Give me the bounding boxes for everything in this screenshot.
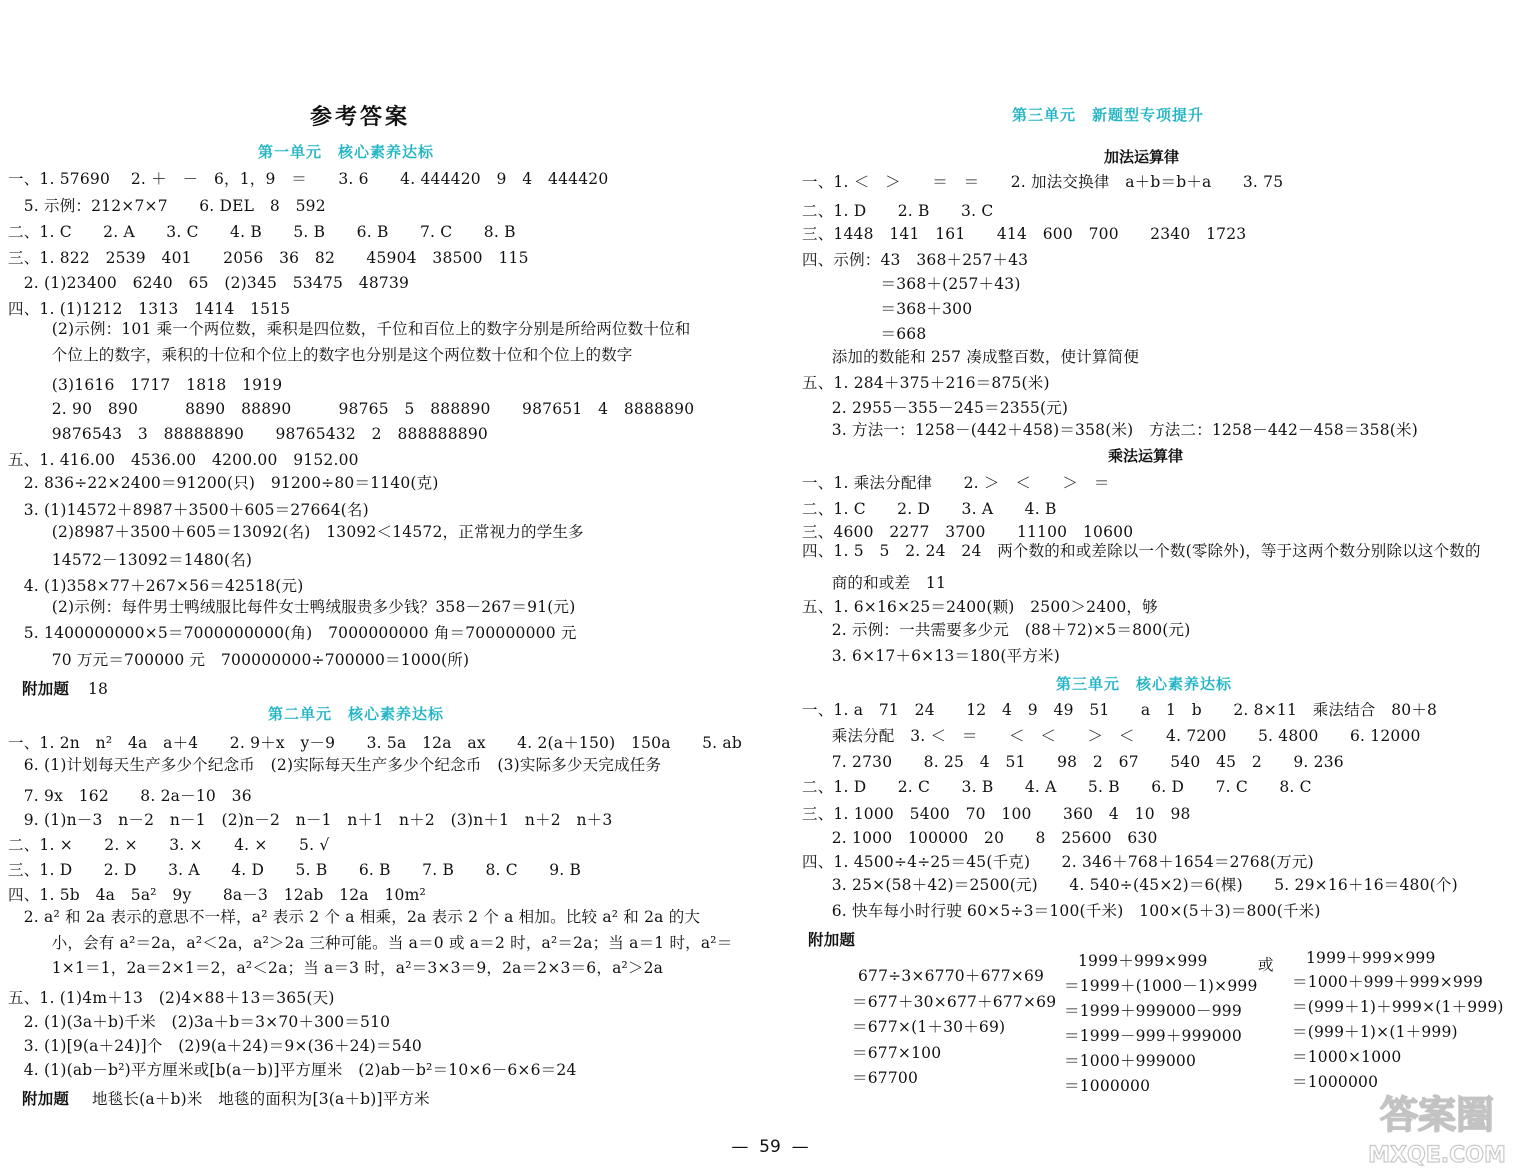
calc-step: ＝1000000 [1064,1077,1151,1095]
answer-line: ＝368＋300 [802,300,973,318]
watermark-text: 答案圈 [1379,1093,1495,1137]
answer-line: 4. (1)(ab－b²)平方厘米或[b(a－b)]平方厘米 (2)ab－b²＝10×6－6×6＝24 [8,1061,577,1079]
answer-line: 二、1. × 2. × 3. × 4. × 5. √ [8,836,330,854]
section-heading-unit2: 第二单元 核心素养达标 [268,705,445,723]
page-number: — 59 — [731,1137,809,1157]
answer-line: 四、1. 5 5 2. 24 24 两个数的和或差除以一个数(零除外)，等于这两个数分别除以这个数的 [802,542,1481,560]
answer-line: 2. a² 和 2a 表示的意思不一样，a² 表示 2 个 a 相乘，2a 表示 2 个 a 相加。比较 a² 和 2a 的大 [8,908,701,926]
calc-step: ＝1000000 [1292,1073,1379,1091]
page-number-value: 59 [759,1137,781,1157]
answer-line: 4. (1)358×77＋267×56＝42518(元) [8,577,304,595]
answer-line: 2. (1)23400 6240 65 (2)345 53475 48739 [8,274,410,292]
extra-question-label: 附加题 [808,931,856,949]
answer-line: 四、示例：43 368＋257＋43 [802,251,1029,269]
answer-line: 9876543 3 88888890 98765432 2 888888890 [36,425,488,443]
answer-line: 商的和或差 11 [816,574,947,592]
answer-line: 一、1. a 71 24 12 4 9 49 51 a 1 b 2. 8×11 乘法结合 80＋8 [802,701,1438,719]
answer-line: 14572－13092＝1480(名) [36,551,253,569]
answer-line: ＝668 [802,325,927,343]
calc-step: ＝1000＋999000 [1064,1052,1197,1070]
calc-step: ＝(999＋1)＋999×(1＋999) [1292,998,1504,1016]
answer-line: 四、1. 4500÷4÷25＝45(千克) 2. 346＋768＋1654＝2768(万元) [802,853,1314,871]
calc-step: ＝1999＋(1000－1)×999 [1064,977,1258,995]
answer-line: 6. (1)计划每天生产多少个纪念币 (2)实际每天生产多少个纪念币 (3)实际多少天完成任务 [8,756,662,774]
calc-step: ＝67700 [852,1069,919,1087]
answer-line: 四、1. 5b 4a 5a² 9y 8a－3 12ab 12a 10m² [8,886,426,904]
calc-step: ＝677×100 [852,1044,942,1062]
answer-line: 一、1. 57690 2. ＋ － 6，1，9 ＝ 3. 6 4. 444420 9 4 444420 [8,170,609,188]
calc-step: ＝677×(1＋30＋69) [852,1018,1006,1036]
answer-line: 2. 90 890 8890 88890 98765 5 888890 987651 4 8888890 [36,400,695,418]
answer-line: 2. 836÷22×2400＝91200(只) 91200÷80＝1140(克) [8,474,439,492]
answer-line: 三、1448 141 161 414 600 700 2340 1723 [802,225,1247,243]
or-label: 或 [1258,956,1274,974]
answer-line: (3)1616 1717 1818 1919 [36,376,283,394]
answer-line: 五、1. 416.00 4536.00 4200.00 9152.00 [8,451,359,469]
extra-question-answer: 地毯长(a＋b)米 地毯的面积为[3(a＋b)]平方米 [92,1090,430,1108]
section-heading-unit3-core: 第三单元 核心素养达标 [1056,675,1233,693]
answer-line: (2)8987＋3500＋605＝13092(名) 13092＜14572，正常视力的学生多 [36,523,584,541]
answer-line: 二、1. D 2. B 3. C [802,202,994,220]
calc-step: ＝1999－999＋999000 [1064,1027,1242,1045]
calc-step: ＝677＋30×677＋677×69 [852,993,1057,1011]
answer-line: 6. 快车每小时行驶 60×5÷3＝100(千米) 100×(5＋3)＝800(千米) [816,902,1321,920]
answer-line: 9. (1)n－3 n－2 n－1 (2)n－2 n－1 n＋1 n＋2 (3)n＋1 n＋2 n＋3 [8,811,613,829]
answer-line: 三、1. D 2. D 3. A 4. D 5. B 6. B 7. B 8. C 9. B [8,861,582,879]
calc-step: 677÷3×6770＋677×69 [858,967,1045,985]
answer-line: 1×1＝1，2a＝2×1＝2，a²＜2a；当 a＝3 时，a²＝3×3＝9，2a＝2×3＝6，a²＞2a [36,959,664,977]
answer-line: 3. 25×(58＋42)＝2500(元) 4. 540÷(45×2)＝6(棵) 5. 29×16＋16＝480(个) [816,876,1458,894]
subheading-multiplication-laws: 乘法运算律 [1108,447,1184,465]
watermark-url: MXQE.COM [1368,1143,1506,1168]
answer-line: 3. (1)[9(a＋24)]个 (2)9(a＋24)＝9×(36＋24)＝540 [8,1037,422,1055]
answer-line: 3. 6×17＋6×13＝180(平方米) [816,647,1060,665]
answer-line: 小，会有 a²＝2a，a²＜2a，a²＞2a 三种可能。当 a＝0 或 a＝2 时，a²＝2a；当 a＝1 时，a²＝ [36,934,733,952]
calc-step: ＝1000×1000 [1292,1048,1402,1066]
answer-line: 乘法分配 3. ＜ ＝ ＜ ＜ ＞ ＜ 4. 7200 5. 4800 6. 12000 [816,727,1421,745]
calc-step: ＝(999＋1)×(1＋999) [1292,1023,1458,1041]
answer-line: 3. (1)14572＋8987＋3500＋605＝27664(名) [8,501,369,519]
answer-line: (2)示例：101 乘一个两位数，乘积是四位数，千位和百位上的数字分别是所给两位数十位和 [36,320,691,338]
answer-line: 7. 2730 8. 25 4 51 98 2 67 540 45 2 9. 236 [816,753,1344,771]
answer-line: 五、1. (1)4m＋13 (2)4×88＋13＝365(天) [8,989,335,1007]
extra-question-answer: 18 [88,680,109,698]
answer-line: 70 万元＝700000 元 700000000÷700000＝1000(所) [36,651,470,669]
answer-line: 五、1. 6×16×25＝2400(颗) 2500＞2400，够 [802,598,1158,616]
answer-line: 三、1. 822 2539 401 2056 36 82 45904 38500 115 [8,249,529,267]
answer-line: 一、1. 乘法分配律 2. ＞ ＜ ＞ ＝ [802,474,1110,492]
answer-line: 二、1. C 2. A 3. C 4. B 5. B 6. B 7. C 8. B [8,223,516,241]
answer-line: 五、1. 284＋375＋216＝875(米) [802,374,1050,392]
answer-line: 2. 1000 100000 20 8 25600 630 [816,829,1158,847]
extra-question-label: 附加题 [22,1090,70,1108]
answer-line: 二、1. C 2. D 3. A 4. B [802,500,1057,518]
answer-line: 2. (1)(3a＋b)千米 (2)3a＋b＝3×70＋300＝510 [8,1013,391,1031]
answer-line: 5. 示例：212×7×7 6. DEL 8 592 [8,197,326,215]
answer-line: 一、1. ＜ ＞ ＝ ＝ 2. 加法交换律 a＋b＝b＋a 3. 75 [802,173,1284,191]
answer-line: 四、1. (1)1212 1313 1414 1515 [8,300,291,318]
main-title: 参考答案 [309,105,410,130]
section-heading-unit1: 第一单元 核心素养达标 [258,143,435,161]
extra-question-label: 附加题 [22,680,70,698]
answer-line: 3. 方法一：1258－(442＋458)＝358(米) 方法二：1258－442－458＝358(米) [816,421,1419,439]
answer-line: 2. 示例：一共需要多少元 (88＋72)×5＝800(元) [816,621,1191,639]
watermark-logo [1345,1080,1530,1170]
answer-line: (2)示例：每件男士鸭绒服比每件女士鸭绒服贵多少钱？358－267＝91(元) [36,598,576,616]
answer-line: 个位上的数字，乘积的十位和个位上的数字也分别是这个两位数十位和个位上的数字 [36,346,633,364]
answer-line: 三、4600 2277 3700 11100 10600 [802,523,1134,541]
subheading-addition-laws: 加法运算律 [1104,148,1180,166]
answer-line: 2. 2955－355－245＝2355(元) [816,399,1069,417]
answer-line: 添加的数能和 257 凑成整百数，使计算简便 [816,348,1140,366]
section-heading-unit3-new: 第三单元 新题型专项提升 [1012,106,1205,124]
answer-line: 5. 1400000000×5＝7000000000(角) 7000000000 角＝700000000 元 [8,624,577,642]
calc-step: ＝1000＋999＋999×999 [1292,973,1484,991]
answer-line: 7. 9x 162 8. 2a－10 36 [8,787,252,805]
answer-line: 三、1. 1000 5400 70 100 360 4 10 98 [802,805,1191,823]
answer-line: ＝368＋(257＋43) [802,275,1021,293]
calc-step: 1999＋999×999 [1078,952,1208,970]
answer-line: 二、1. D 2. C 3. B 4. A 5. B 6. D 7. C 8. C [802,778,1312,796]
calc-step: 1999＋999×999 [1306,949,1436,967]
calc-step: ＝1999＋999000－999 [1064,1002,1242,1020]
answer-line: 一、1. 2n n² 4a a＋4 2. 9＋x y－9 3. 5a 12a ax 4. 2(a＋150) 150a 5. ab [8,734,742,752]
